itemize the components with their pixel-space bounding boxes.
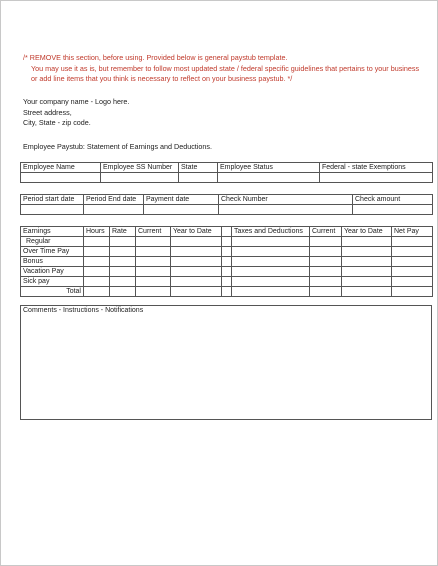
cell[interactable]: [136, 267, 171, 277]
cell[interactable]: [110, 247, 136, 257]
cell-period-start[interactable]: [21, 205, 84, 215]
cell[interactable]: [392, 287, 433, 297]
header-period-start: Period start date: [21, 195, 84, 205]
row-label-bonus: Bonus: [21, 257, 84, 267]
cell[interactable]: [310, 237, 342, 247]
cell[interactable]: [392, 267, 433, 277]
header-exemptions: Federal - state Exemptions: [320, 163, 433, 173]
cell[interactable]: [342, 277, 392, 287]
header-spacer: [222, 227, 232, 237]
cell[interactable]: [110, 257, 136, 267]
spacer-cell: [222, 267, 232, 277]
cell[interactable]: [232, 247, 310, 257]
company-city: City, State - zip code.: [23, 118, 91, 127]
company-street: Street address,: [23, 107, 72, 117]
header-current: Current: [136, 227, 171, 237]
period-info-table: [20, 194, 433, 215]
paystub-title: Employee Paystub: Statement of Earnings and Deductions.: [23, 142, 212, 151]
cell[interactable]: [110, 267, 136, 277]
cell[interactable]: [392, 257, 433, 267]
cell-employee-name[interactable]: [21, 173, 101, 183]
cell[interactable]: [136, 237, 171, 247]
header-payment-date: Payment date: [144, 195, 219, 205]
header-period-end: Period End date: [84, 195, 144, 205]
company-name: Your company name - Logo here.: [23, 97, 130, 106]
cell[interactable]: [232, 277, 310, 287]
table-row: [21, 287, 433, 297]
cell[interactable]: [310, 287, 342, 297]
cell-check-number[interactable]: [219, 205, 353, 215]
table-row: [21, 227, 433, 237]
cell[interactable]: [110, 287, 136, 297]
cell[interactable]: [310, 267, 342, 277]
spacer-cell: [222, 277, 232, 287]
cell-period-end[interactable]: [84, 205, 144, 215]
cell[interactable]: [171, 247, 222, 257]
header-deduction-current: Current: [310, 227, 342, 237]
cell-check-amount[interactable]: [353, 205, 433, 215]
cell[interactable]: [84, 287, 110, 297]
cell-state[interactable]: [179, 173, 218, 183]
cell[interactable]: [310, 247, 342, 257]
table-row: [21, 277, 433, 287]
cell[interactable]: [110, 277, 136, 287]
cell[interactable]: [136, 257, 171, 267]
table-row: [21, 247, 433, 257]
row-label-sick-pay: Sick pay: [21, 277, 84, 287]
cell[interactable]: [232, 267, 310, 277]
header-rate: Rate: [110, 227, 136, 237]
notice-line-3: or add line items that you think is necessary to reflect on your business paystub. */: [31, 74, 293, 83]
company-block: [23, 97, 129, 129]
notice-line-2: You may use it as is, but remember to follow most updated state / federal specific guidelines that pertains to your business: [31, 63, 420, 73]
header-employee-ss: Employee SS Number: [101, 163, 179, 173]
header-check-amount: Check amount: [353, 195, 433, 205]
row-label-regular: Regular: [21, 237, 84, 247]
cell[interactable]: [136, 277, 171, 287]
cell[interactable]: [392, 277, 433, 287]
cell[interactable]: [171, 237, 222, 247]
cell[interactable]: [310, 277, 342, 287]
header-state: State: [179, 163, 218, 173]
cell[interactable]: [171, 257, 222, 267]
cell[interactable]: [84, 237, 110, 247]
cell[interactable]: [84, 247, 110, 257]
comments-box[interactable]: [20, 305, 432, 420]
table-row: [21, 205, 433, 215]
cell[interactable]: [342, 287, 392, 297]
cell[interactable]: [392, 237, 433, 247]
header-earnings: Earnings: [21, 227, 84, 237]
cell[interactable]: [136, 287, 171, 297]
cell[interactable]: [84, 277, 110, 287]
cell[interactable]: [232, 257, 310, 267]
spacer-cell: [222, 247, 232, 257]
header-deduction-ytd: Year to Date: [342, 227, 392, 237]
table-row: [21, 237, 433, 247]
row-label-vacation: Vacation Pay: [21, 267, 84, 277]
cell[interactable]: [171, 277, 222, 287]
spacer-cell: [222, 257, 232, 267]
spacer-cell: [222, 237, 232, 247]
cell-exemptions[interactable]: [320, 173, 433, 183]
header-employee-name: Employee Name: [21, 163, 101, 173]
table-row: [21, 195, 433, 205]
row-label-total: Total: [21, 287, 84, 297]
cell-payment-date[interactable]: [144, 205, 219, 215]
table-row: [21, 163, 433, 173]
cell-employee-status[interactable]: [218, 173, 320, 183]
cell[interactable]: [392, 247, 433, 257]
header-employee-status: Employee Status: [218, 163, 320, 173]
cell[interactable]: [232, 287, 310, 297]
notice-line-1: /* REMOVE this section, before using. Provided below is general paystub template.: [23, 53, 288, 62]
cell[interactable]: [171, 287, 222, 297]
spacer-cell: [222, 287, 232, 297]
cell[interactable]: [342, 267, 392, 277]
comments-label: Comments - Instructions - Notifications: [23, 307, 144, 314]
cell[interactable]: [342, 257, 392, 267]
cell[interactable]: [84, 257, 110, 267]
template-notice: [23, 53, 423, 85]
earnings-deductions-table: [20, 226, 433, 297]
cell[interactable]: [342, 247, 392, 257]
employee-info-table: [20, 162, 433, 183]
header-year-to-date: Year to Date: [171, 227, 222, 237]
row-label-overtime: Over Time Pay: [21, 247, 84, 257]
table-row: [21, 173, 433, 183]
cell-employee-ss[interactable]: [101, 173, 179, 183]
cell[interactable]: [232, 237, 310, 247]
table-row: [21, 257, 433, 267]
header-taxes-deductions: Taxes and Deductions: [232, 227, 310, 237]
table-row: [21, 267, 433, 277]
header-net-pay: Net Pay: [392, 227, 433, 237]
header-check-number: Check Number: [219, 195, 353, 205]
cell[interactable]: [136, 247, 171, 257]
header-hours: Hours: [84, 227, 110, 237]
cell[interactable]: [84, 267, 110, 277]
cell[interactable]: [171, 267, 222, 277]
cell[interactable]: [310, 257, 342, 267]
cell[interactable]: [342, 237, 392, 247]
cell[interactable]: [110, 237, 136, 247]
